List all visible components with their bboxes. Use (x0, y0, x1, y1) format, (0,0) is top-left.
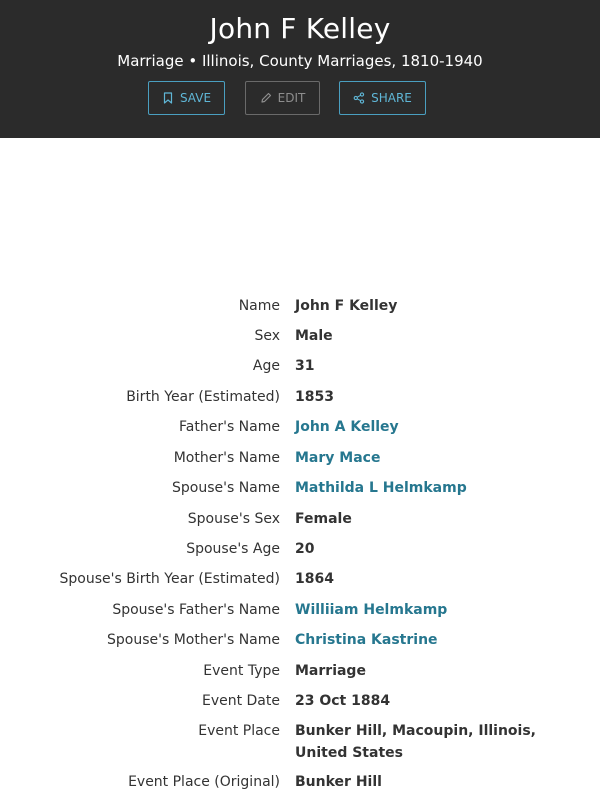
field-value: Bunker Hill (295, 774, 382, 790)
field-label: Birth Year (Estimated) (126, 389, 280, 405)
field-label: Event Place (Original) (128, 774, 280, 790)
field-value: 1853 (295, 389, 334, 405)
field-label: Sex (254, 328, 280, 344)
share-button[interactable] (339, 81, 426, 115)
field-value: Bunker Hill, Macoupin, Illinois, United States (295, 723, 537, 761)
field-value: Female (295, 511, 352, 527)
field-value: Marriage (295, 663, 366, 679)
field-value: 23 Oct 1884 (295, 693, 391, 709)
pencil-icon (260, 92, 272, 104)
save-button-label: SAVE (179, 91, 212, 105)
father-name-link[interactable]: John A Kelley (295, 419, 399, 435)
field-label: Spouse's Mother's Name (107, 632, 280, 648)
share-button-label: SHARE (371, 91, 412, 105)
mother-name-link[interactable]: Mary Mace (295, 450, 381, 466)
spouse-mother-name-link[interactable]: Christina Kastrine (295, 632, 438, 648)
field-label: Event Place (198, 723, 280, 739)
field-label: Spouse's Name (171, 480, 280, 496)
field-label: Spouse's Age (186, 541, 280, 557)
field-label: Father's Name (179, 419, 280, 435)
field-label: Name (238, 298, 280, 314)
save-button[interactable] (148, 81, 225, 115)
edit-button-label: EDIT (277, 91, 306, 105)
page-title: John F Kelley (209, 12, 391, 45)
action-bar (0, 81, 600, 115)
field-label: Spouse's Birth Year (Estimated) (59, 571, 280, 587)
field-value: John F Kelley (295, 298, 398, 314)
field-value: 20 (295, 541, 315, 557)
field-label: Event Date (201, 693, 280, 709)
field-label: Spouse's Father's Name (112, 602, 280, 618)
field-label: Mother's Name (173, 450, 280, 466)
spouse-name-link[interactable]: Mathilda L Helmkamp (295, 480, 467, 496)
field-label: Event Type (203, 663, 280, 679)
edit-button[interactable] (245, 81, 320, 115)
field-label: Spouse's Sex (187, 511, 280, 527)
field-value: 1864 (295, 571, 334, 587)
spouse-father-name-link[interactable]: Williiam Helmkamp (295, 602, 448, 618)
field-value: Male (295, 328, 333, 344)
field-value: 31 (295, 358, 315, 374)
bookmark-icon (162, 92, 174, 104)
record-subtitle: Marriage • Illinois, County Marriages, 1810-1940 (117, 52, 483, 70)
share-icon (353, 92, 365, 104)
record-header (0, 0, 600, 138)
field-label: Age (252, 358, 280, 374)
